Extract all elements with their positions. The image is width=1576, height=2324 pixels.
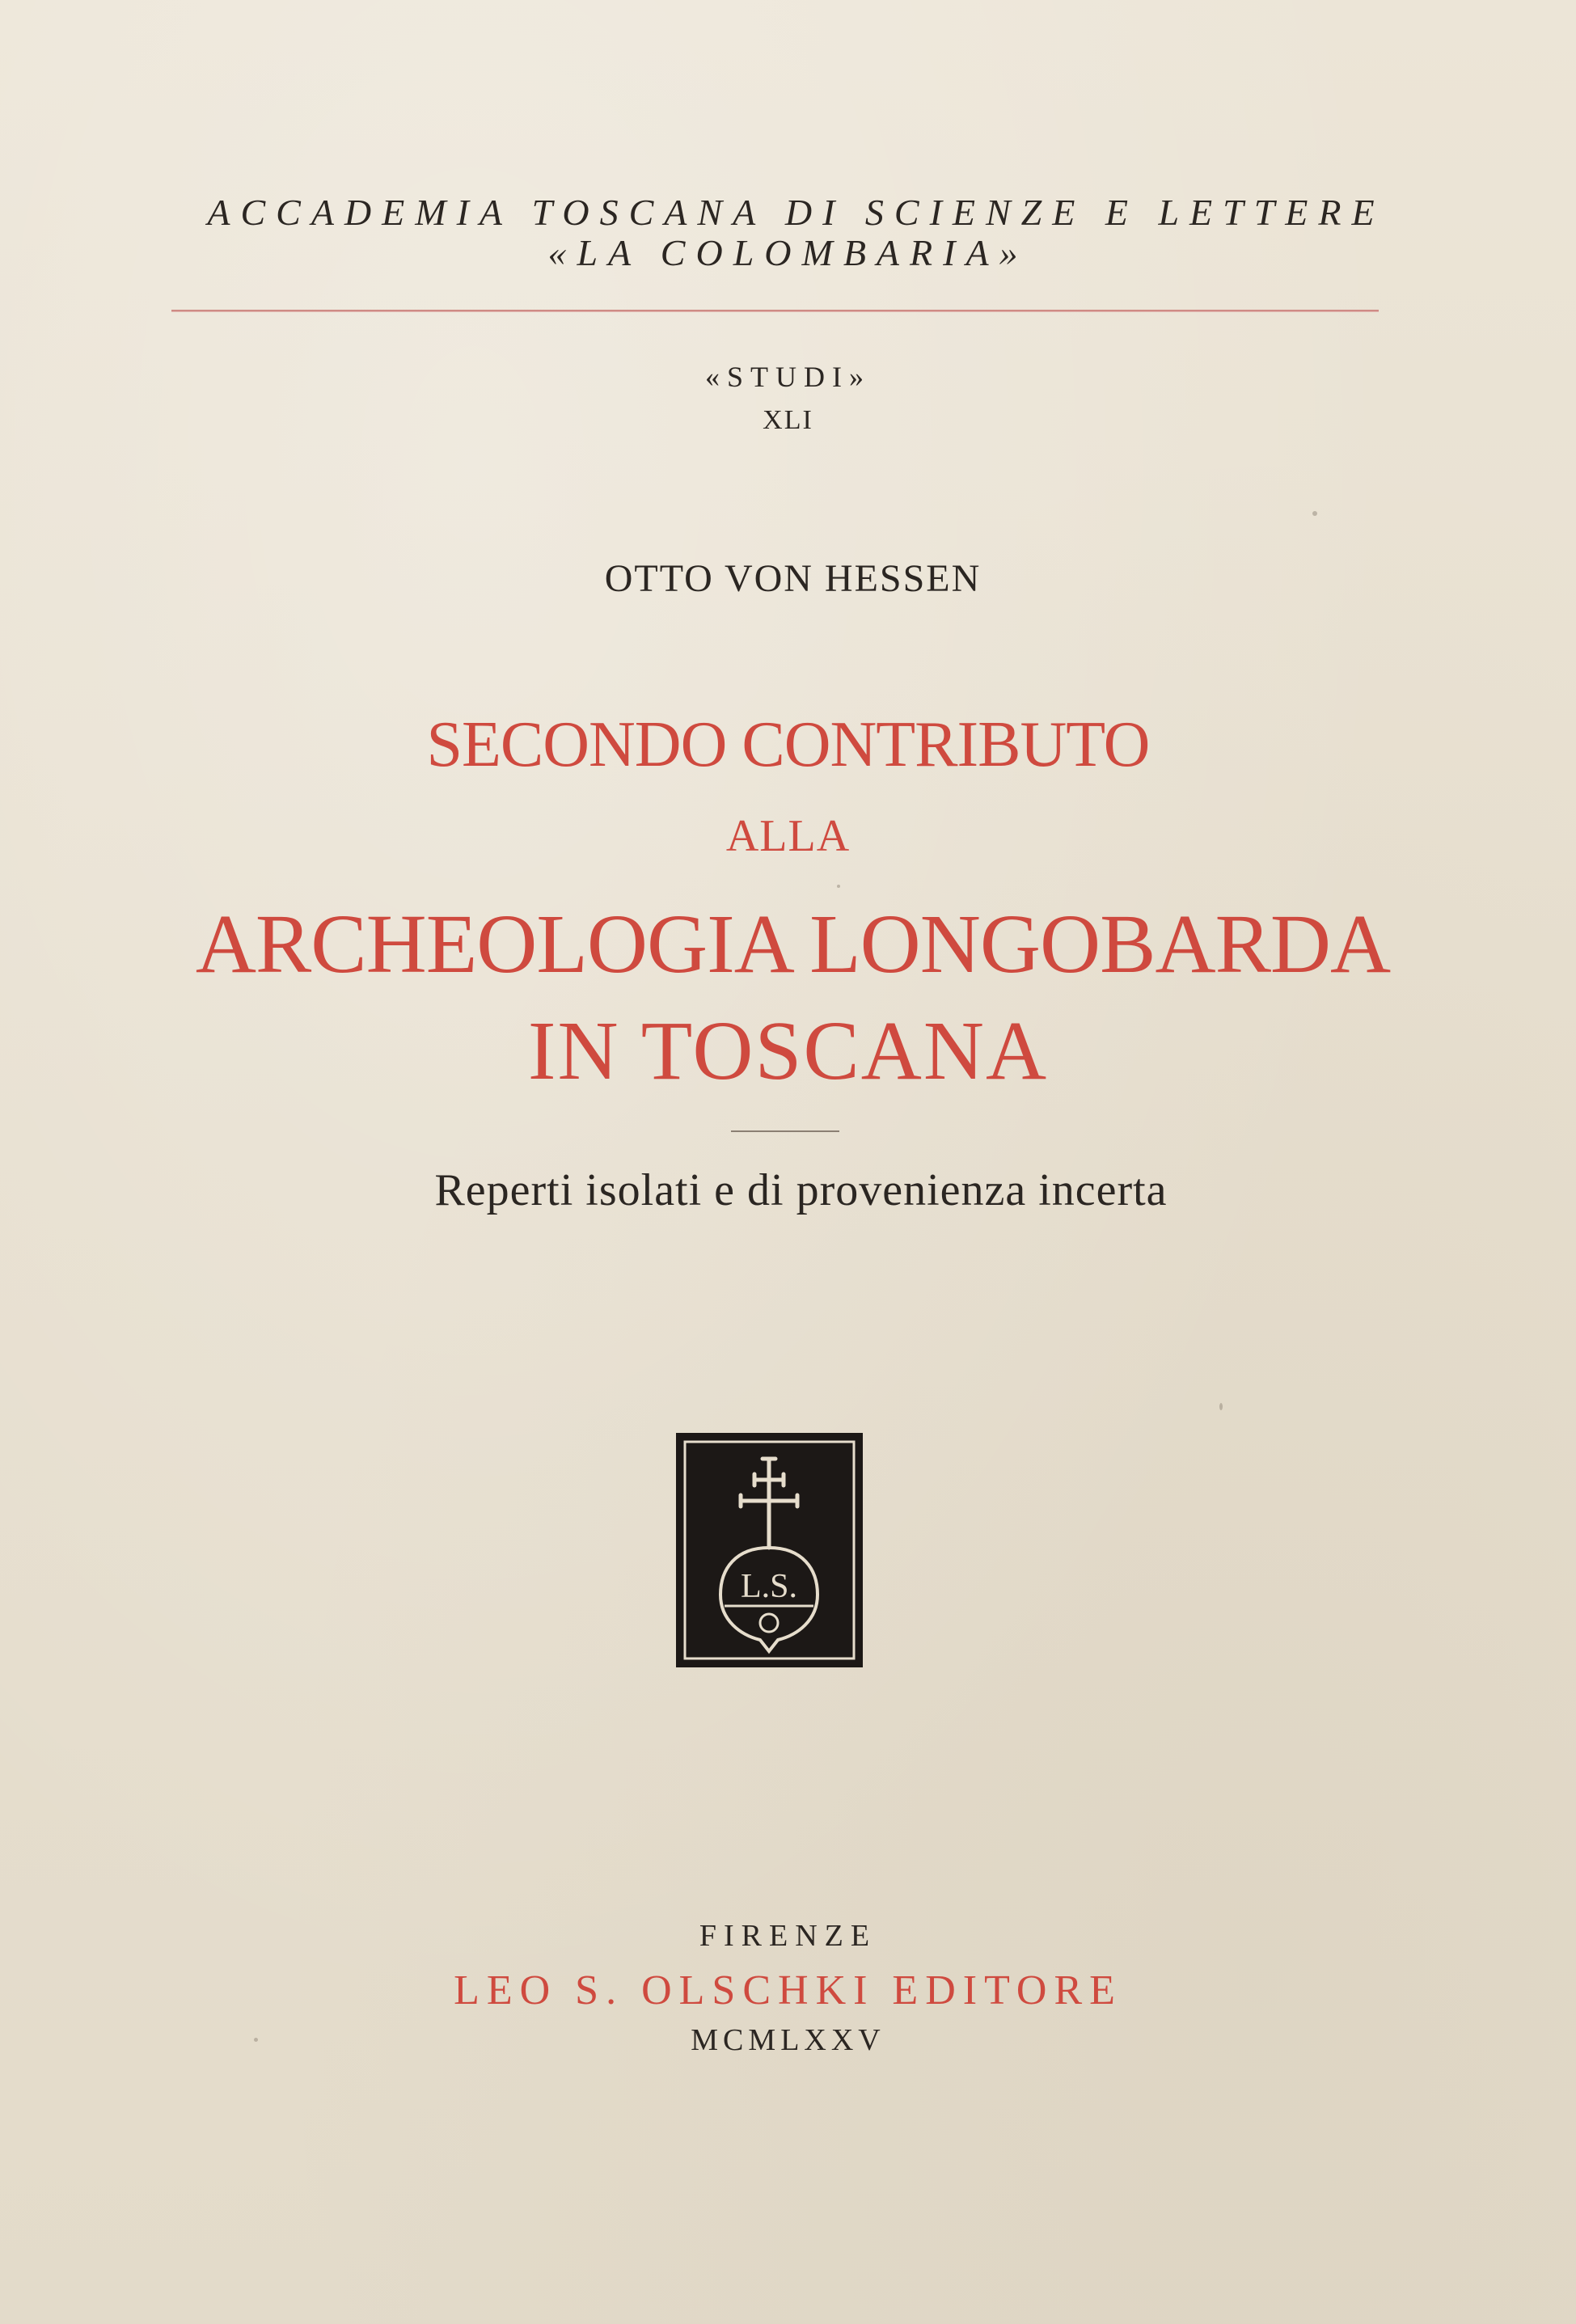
- paper-speck: [1312, 511, 1317, 516]
- author-name: OTTO VON HESSEN: [604, 557, 982, 600]
- title-divider: [731, 1130, 839, 1132]
- series-number: XLI: [763, 405, 813, 435]
- subtitle: Reperti isolati e di provenienza incerta: [434, 1165, 1168, 1215]
- publisher-name: LEO S. OLSCHKI EDITORE: [454, 1967, 1122, 2013]
- paper-speck: [1219, 1403, 1223, 1410]
- publisher-city: FIRENZE: [699, 1919, 877, 1953]
- series-name: «STUDI»: [705, 361, 871, 393]
- paper-speck: [254, 2038, 258, 2042]
- title-line-2: ALLA: [725, 811, 851, 861]
- publisher-mark-icon: [676, 1433, 863, 1667]
- emblem-initials: L.S.: [740, 1568, 798, 1605]
- title-line-3: ARCHEOLOGIA LONGOBARDA: [195, 898, 1391, 991]
- title-line-4: IN TOSCANA: [527, 1004, 1049, 1097]
- paper-speck: [837, 885, 840, 888]
- academy-name: ACCADEMIA TOSCANA DI SCIENZE E LETTERE: [207, 192, 1385, 233]
- top-divider: [171, 310, 1379, 312]
- academy-subname: «LA COLOMBARIA»: [547, 232, 1029, 273]
- title-line-1: SECONDO CONTRIBUTO: [426, 709, 1150, 780]
- publication-year: MCMLXXV: [691, 2023, 885, 2057]
